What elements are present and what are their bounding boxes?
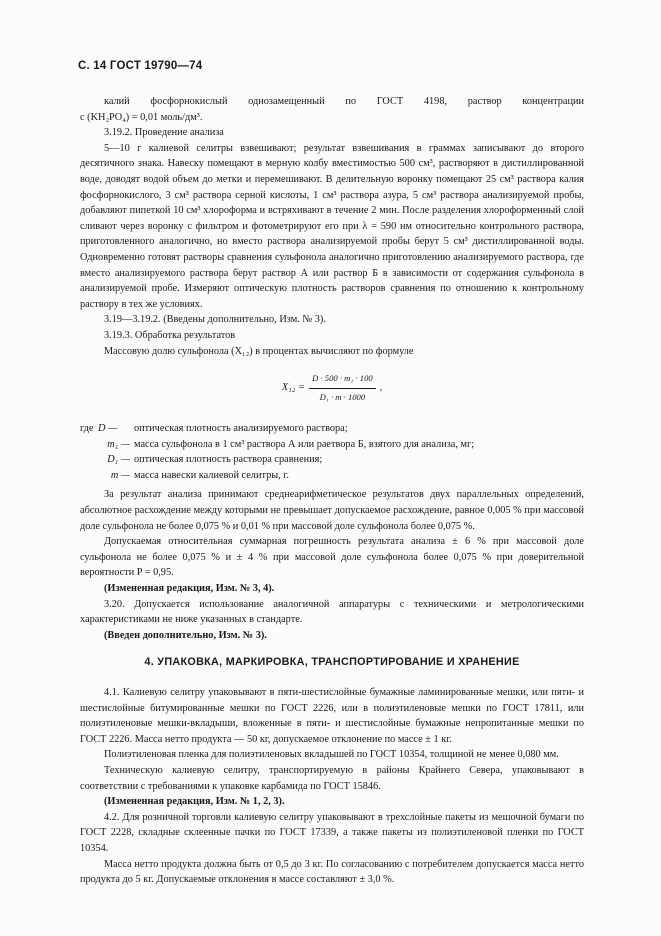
formula-numerator: D · 500 · m₁ · 100	[309, 371, 376, 389]
where-text: масса навески калиевой селитры, г.	[134, 469, 289, 481]
amendment-note-1-text: 3.19—3.19.2. (Введены дополнительно, Изм. № 3).	[104, 314, 326, 326]
page-header: С. 14 ГОСТ 19790—74	[78, 60, 203, 72]
formula-lhs: X₁₂ =	[281, 382, 306, 394]
clause-3-19-2-title: 3.19.2. Проведение анализа	[104, 127, 224, 139]
reagent-line: калий фосфорнокислый однозамещенный по ГОСТ 4198, раствор концентрации	[104, 96, 584, 107]
where-lead: где	[80, 423, 94, 435]
where-row	[80, 421, 584, 437]
formula-tail: ,	[379, 382, 383, 394]
clause-3-19-2-body: 5—10 г калиевой селитры взвешивают; результат взвешивания в граммах записывают до второго десятичного знака. Навеску помещают в мерную колбу вместимостью 500 см³, растворяют в дистиллированной воде, доводят водой объем до метки и перемешивают. В делительную воронку помещают 25 см³ раствора калия фосфорнокислого, 3 см³ раствора серной кислоты, 1 см³ раствора азура, 5 см³ раствора анализируемой пробы, добавляют пипеткой 10 см³ хлороформа и встряхивают в течение 2 мин. После разделения хлороформенный слой сливают через воронку с фильтром и фотометрируют его при λ = 590 нм относительно контрольного раствора, приготовленного аналогично, но вместо раствора анализируемой пробы берут 5 см³ дистиллированной воды. Одновременно готовят растворы сравнения сульфонола аналогично приготовлению анализируемого раствора, где вместо анализируемого раствора берут раствор А или раствор Б в зависимости от содержания сульфонола в анализируемой пробе. Измеряют оптическую плотность растворов сравнения по отношению к контрольному раствору в тех же условиях.	[80, 142, 584, 310]
where-symbol: D —	[98, 423, 118, 435]
where-row	[80, 468, 584, 484]
amendment-note-4: (Измененная редакция, Изм. № 1, 2, 3).	[104, 796, 285, 808]
formula-x12	[80, 361, 584, 415]
where-row	[80, 437, 584, 453]
formula-denominator: D₁ · m · 1000	[319, 391, 366, 402]
section-4-title: 4. УПАКОВКА, МАРКИРОВКА, ТРАНСПОРТИРОВАНИЕ И ХРАНЕНИЕ	[144, 656, 520, 669]
error-paragraph: Допускаемая относительная суммарная погрешность результата анализа ± 6 % при массовой доле сульфонола не более 0,075 % и ± 4 % при массовой доле сульфонола более 0,075 % при доверительной вероятности P = 0,95.	[80, 536, 584, 579]
where-text: масса сульфонола в 1 см³ раствора А или раетвора Б, взятого для анализа, мг;	[134, 438, 475, 450]
clause-3-20: 3.20. Допускается использование аналогичной аппаратуры с техническими и метрологическими характеристиками не ниже указанных в стандарте.	[80, 598, 584, 626]
where-symbol: m₁ —	[107, 438, 130, 450]
clause-4-1-north: Техническую калиевую селитру, транспортируемую в районы Крайнего Севера, упаковывают в соответствии с требованиями к упаковке карбамида по ГОСТ 15846.	[80, 764, 584, 792]
clause-4-1-film: Полиэтиленовая пленка для полиэтиленовых вкладышей по ГОСТ 10354, толщиной не менее 0,080 мм.	[104, 749, 559, 761]
where-symbol: m —	[110, 469, 130, 481]
result-paragraph: За результат анализа принимают среднеарифметическое результатов двух параллельных определений, абсолютное расхождение между которыми не превышает допускаемое расхождение, равное 0,005 % при массовой доле сульфонола не более 0,075 % и 0,01 % при массовой доле сульфонола более 0,075 %.	[80, 489, 584, 532]
clause-3-19-3-title: 3.19.3. Обработка результатов	[104, 329, 236, 341]
where-list	[80, 421, 584, 483]
clause-4-1: 4.1. Калиевую селитру упаковывают в пяти-шестислойные бумажные ламинированные мешки, или пяти- и шестислойные битумированные мешки по ГОСТ 2226, или в полиэтиленовые мешки по ГОСТ 17811, или полиэтиленовые мешки-вкладыши, вложенные в пяти- и шестислойные бумажные непропитанные мешки по ГОСТ 2226. Масса нетто продукта — 50 кг, допускаемое отклонение по массе ± 1 кг.	[80, 687, 584, 745]
formula-fraction	[309, 371, 376, 405]
where-symbol: D₁ —	[107, 454, 130, 466]
where-text: оптическая плотность анализируемого раствора;	[134, 423, 348, 435]
reagent-concentration: c (KH₂PO₄) = 0,01 моль/дм³.	[80, 111, 203, 123]
clause-4-2: 4.2. Для розничной торговли калиевую селитру упаковывают в трехслойные пакеты из мешочной бумаги по ГОСТ 2228, складные склеенные пачки по ГОСТ 17339, а также пакеты из полиэтиленовой пленки по ГОСТ 10354.	[80, 811, 584, 854]
amendment-note-3: (Введен дополнительно, Изм. № 3).	[104, 629, 267, 641]
formula-intro: Массовую долю сульфонола (X₁₂) в процентах вычисляют по формуле	[104, 345, 414, 357]
clause-4-2-mass: Масса нетто продукта должна быть от 0,5 до 3 кг. По согласованию с потребителем допускается масса нетто продукта до 5 кг. Допускаемые отклонения в массе составляют ± 3,0 %.	[80, 858, 584, 886]
document-body	[80, 94, 584, 888]
amendment-note-2: (Измененная редакция, Изм. № 3, 4).	[104, 583, 275, 595]
where-text: оптическая плотность раствора сравнения;	[134, 454, 323, 466]
where-row	[80, 452, 584, 468]
amendment-note-1	[80, 312, 584, 328]
